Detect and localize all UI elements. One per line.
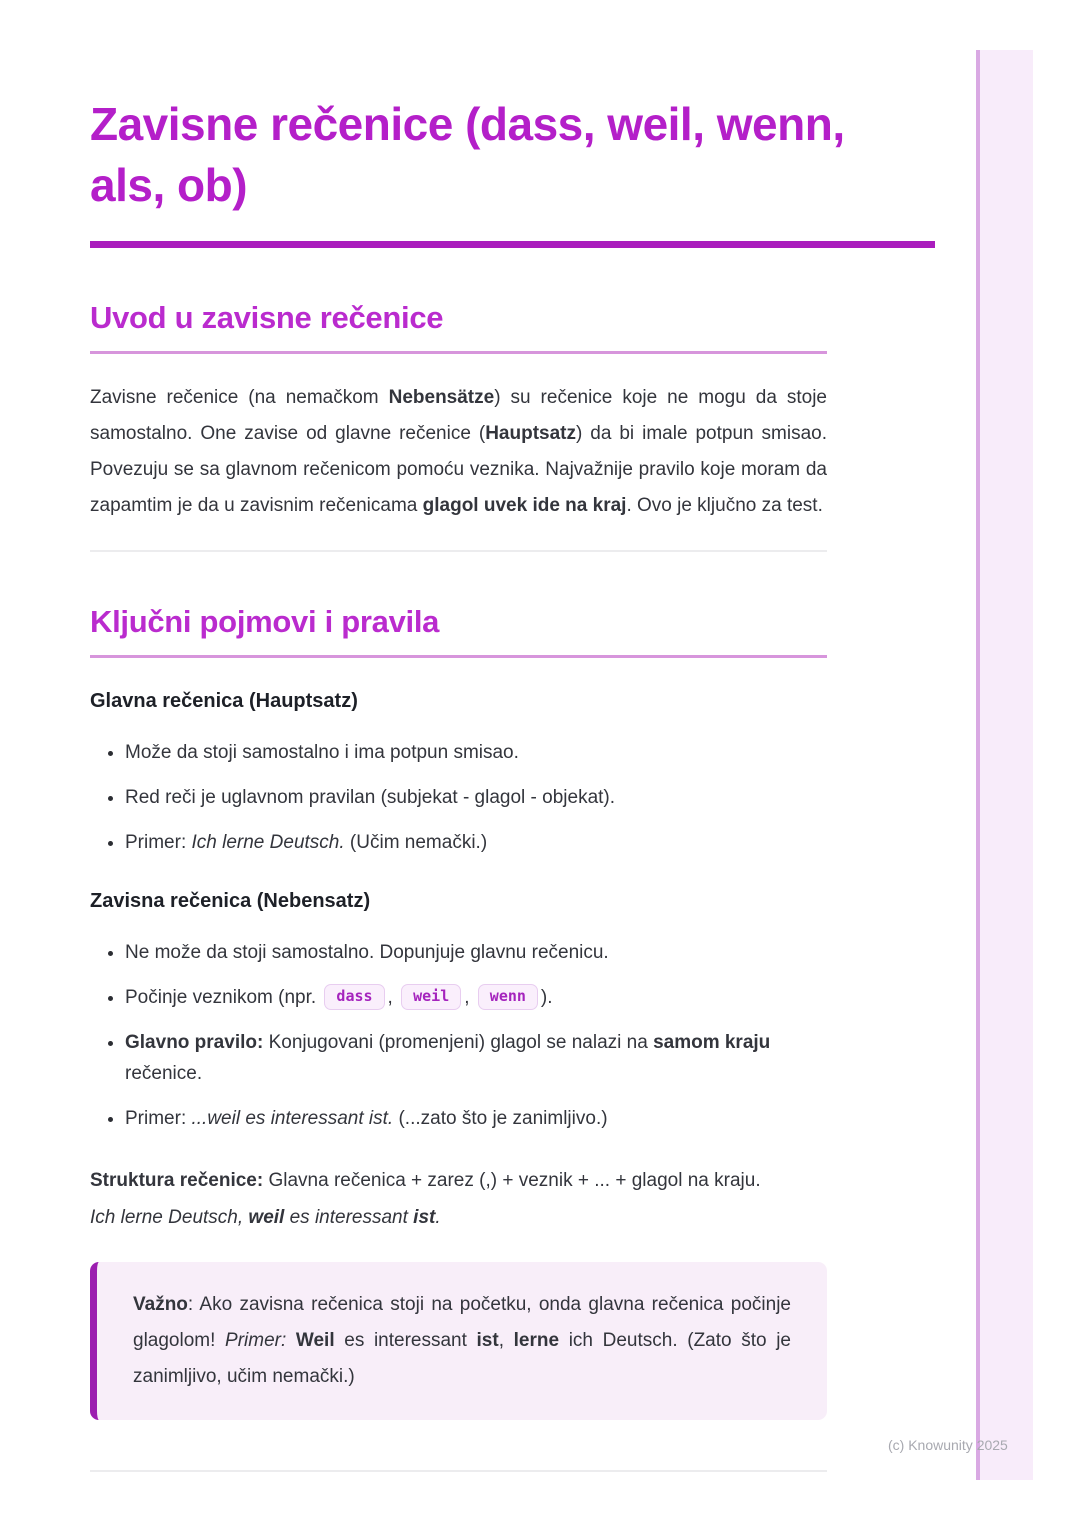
page-title: Zavisne rečenice (dass, weil, wenn, als, ob) — [90, 98, 845, 211]
heading-underline — [90, 655, 827, 658]
text-run: ) da bi imale potpun smisao. Povezuju se sa glavnom rečenicom pomoću veznika. Najvažnije pravilo koje moram da zapamtim je da u zavisnim rečenicama — [90, 423, 827, 517]
list-item — [125, 737, 825, 768]
document-page — [90, 0, 935, 1420]
nebensatz-bullet-list — [90, 937, 825, 1134]
hauptsatz-bullet-list — [90, 737, 825, 858]
inline-code-weil: weil — [401, 984, 461, 1010]
italic-example: Ich lerne Deutsch. — [191, 832, 345, 854]
text-run: (...zato što je zanimljivo.) — [393, 1108, 608, 1130]
text-run: rečenice. — [125, 1063, 203, 1085]
bold-lead-vazno: Važno — [133, 1294, 188, 1316]
bold-ist: ist — [476, 1330, 499, 1352]
text-run: Konjugovani (promenjeni) glagol se nalazi na — [263, 1032, 654, 1054]
list-item — [125, 782, 825, 813]
text-run: , — [498, 1330, 514, 1352]
section-heading-key-concepts: Ključni pojmovi i pravila — [90, 604, 440, 640]
list-item — [125, 1103, 825, 1134]
text-run: Ich lerne Deutsch, — [90, 1207, 249, 1229]
text-run: , — [387, 987, 399, 1009]
text-run: Zavisne rečenice (na nemačkom — [90, 387, 389, 409]
text-run: : Ako zavisna rečenica stoji na početku, onda glavna rečenica počinje glagolom! — [133, 1294, 791, 1352]
structure-paragraph — [90, 1162, 827, 1236]
inline-code-dass: dass — [324, 984, 384, 1010]
text-run: (Učim nemački.) — [344, 832, 488, 854]
text-run: Glavna rečenica + zarez (,) + veznik + ... + glagol na kraju. — [263, 1170, 761, 1192]
list-item — [125, 1027, 825, 1089]
section-heading-intro: Uvod u zavisne rečenice — [90, 300, 444, 336]
intro-paragraph — [90, 380, 827, 524]
italic-example: ...weil es interessant ist. — [191, 1108, 394, 1130]
bold-weil: Weil — [295, 1330, 335, 1352]
subsection-hauptsatz: Glavna rečenica (Hauptsatz) — [90, 690, 358, 713]
bold-term-hauptsatz: Hauptsatz — [485, 423, 576, 445]
example-sentence — [90, 1207, 441, 1228]
bottom-divider — [90, 1470, 827, 1472]
important-callout — [90, 1262, 827, 1420]
heading-underline — [90, 351, 827, 354]
text-run: Počinje veznikom (npr. — [125, 987, 322, 1009]
bold-term-nebensaetze: Nebensätze — [388, 387, 495, 409]
callout-text — [133, 1287, 791, 1395]
text-run: ich Deutsch. (Zato što je zanimljivo, učim nemački.) — [133, 1330, 791, 1388]
bold-ist: ist — [413, 1207, 436, 1229]
text-run: Može da stoji samostalno i ima potpun smisao. — [125, 742, 519, 764]
text-run: Red reči je uglavnom pravilan (subjekat - glagol - objekat). — [125, 787, 616, 809]
text-run: Primer: — [125, 1108, 192, 1130]
text-run: . Ovo je ključno za test. — [626, 495, 823, 517]
text-run: es interessant — [284, 1207, 414, 1229]
text-run: Primer: — [125, 832, 192, 854]
bold-lerne: lerne — [513, 1330, 560, 1352]
text-run: . — [435, 1207, 441, 1229]
text-run: ). — [540, 987, 553, 1009]
footer-copyright: (c) Knowunity 2025 — [888, 1437, 1008, 1453]
bold-lead: Struktura rečenice: — [90, 1170, 264, 1192]
text-run: ) su rečenice koje ne mogu da stoje samostalno. One zavise od glavne rečenice ( — [90, 387, 827, 445]
page-margin-strip — [976, 50, 1033, 1480]
text-run: , — [464, 987, 475, 1009]
bold-lead: Glavno pravilo: — [125, 1032, 264, 1054]
italic-primer: Primer: — [225, 1330, 296, 1352]
text-run: Ne može da stoji samostalno. Dopunjuje glavnu rečenicu. — [125, 942, 609, 964]
text-run: es interessant — [334, 1330, 477, 1352]
list-item — [125, 937, 825, 968]
bold-rule-text: glagol uvek ide na kraj — [422, 495, 627, 517]
section-divider — [90, 550, 827, 552]
bold-weil: weil — [248, 1207, 285, 1229]
list-item — [125, 982, 825, 1013]
bold-emphasis: samom kraju — [653, 1032, 771, 1054]
inline-code-wenn: wenn — [478, 984, 538, 1010]
subsection-nebensatz: Zavisna rečenica (Nebensatz) — [90, 890, 371, 913]
title-rule — [90, 241, 935, 248]
list-item — [125, 827, 825, 858]
